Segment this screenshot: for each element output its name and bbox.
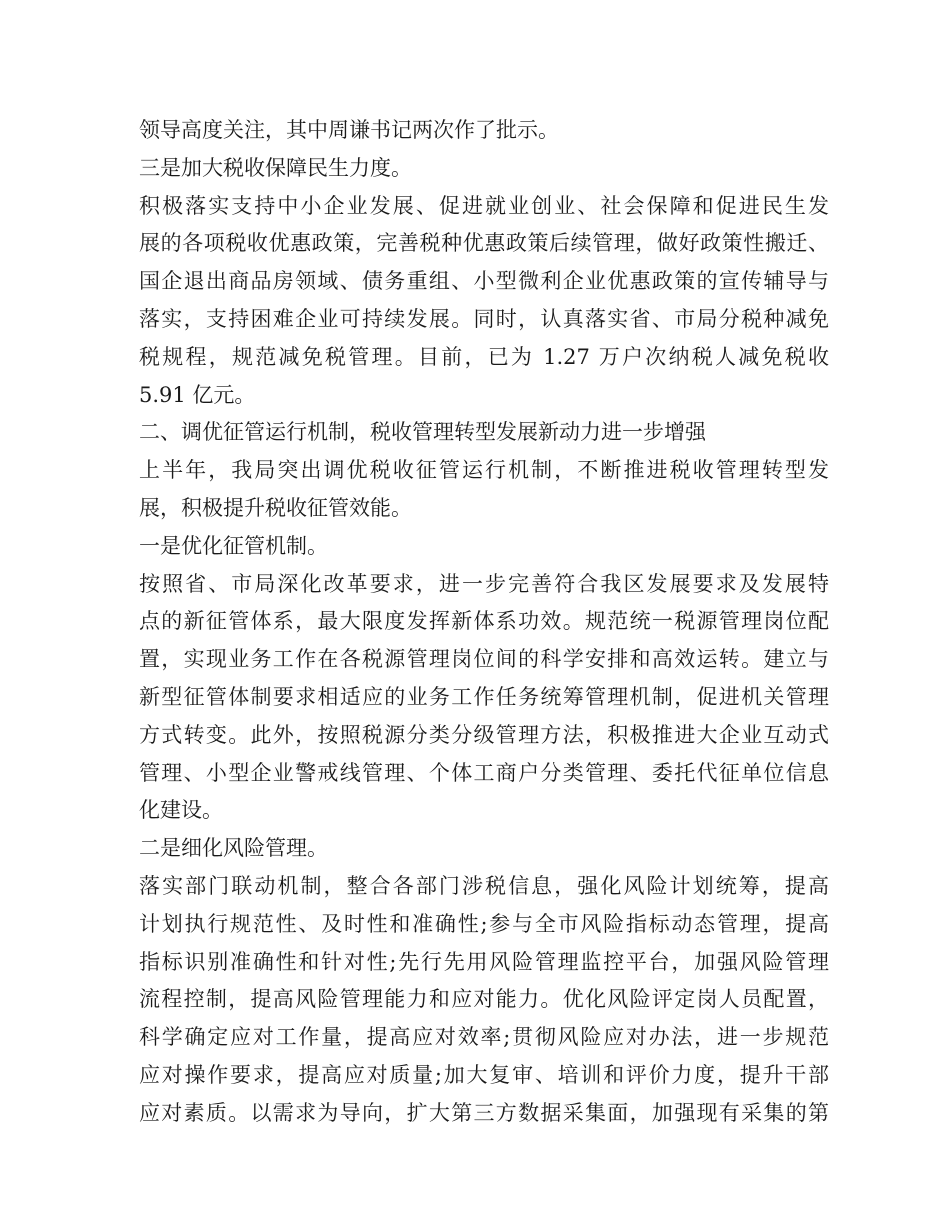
- text-line: 应对操作要求，提高应对质量;加大复审、培训和评价力度，提升干部: [139, 1062, 829, 1087]
- text-line: 计划执行规范性、及时性和准确性;参与全市风险指标动态管理，提高: [139, 911, 829, 936]
- section-heading: 二是细化风险管理。: [139, 836, 328, 861]
- text-line: 新型征管体制要求相适应的业务工作任务统筹管理机制，促进机关管理: [139, 684, 829, 709]
- text-line: 指标识别准确性和针对性;先行先用风险管理监控平台，加强风险管理: [139, 949, 829, 974]
- text-line: 流程控制，提高风险管理能力和应对能力。优化风险评定岗人员配置，: [139, 987, 829, 1012]
- section-heading: 二、调优征管运行机制，税收管理转型发展新动力进一步增强: [139, 420, 706, 445]
- text-line: 展，积极提升税收征管效能。: [139, 495, 412, 520]
- text-line: 国企退出商品房领域、债务重组、小型微利企业优惠政策的宣传辅导与: [139, 269, 829, 294]
- text-line: 方式转变。此外，按照税源分类分级管理方法，积极推进大企业互动式: [139, 722, 829, 747]
- text-line: 化建设。: [139, 798, 223, 823]
- text-line: 应对素质。以需求为导向，扩大第三方数据采集面，加强现有采集的第: [139, 1100, 829, 1125]
- section-heading: 一是优化征管机制。: [139, 533, 328, 558]
- text-line: 科学确定应对工作量，提高应对效率;贯彻风险应对办法，进一步规范: [139, 1025, 829, 1050]
- text-line: 置，实现业务工作在各税源管理岗位间的科学安排和高效运转。建立与: [139, 647, 829, 672]
- text-line: 领导高度关注，其中周谦书记两次作了批示。: [139, 118, 559, 142]
- document-body: [139, 112, 829, 1133]
- text-line: 管理、小型企业警戒线管理、个体工商户分类管理、委托代征单位信息: [139, 760, 829, 785]
- section-heading: 三是加大税收保障民生力度。: [139, 155, 412, 180]
- text-line: 积极落实支持中小企业发展、促进就业创业、社会保障和促进民生发: [139, 193, 829, 218]
- text-line: 税规程，规范减免税管理。目前，已为 1.27 万户次纳税人减免税收: [139, 344, 829, 369]
- text-line: 上半年，我局突出调优税收征管运行机制，不断推进税收管理转型发: [139, 458, 829, 483]
- text-line: 展的各项税收优惠政策，完善税种优惠政策后续管理，做好政策性搬迁、: [139, 231, 829, 256]
- text-line: 落实，支持困难企业可持续发展。同时，认真落实省、市局分税种减免: [139, 306, 829, 331]
- text-line: 5.91 亿元。: [139, 382, 256, 407]
- text-line: 点的新征管体系，最大限度发挥新体系功效。规范统一税源管理岗位配: [139, 609, 829, 634]
- text-line: 按照省、市局深化改革要求，进一步完善符合我区发展要求及发展特: [139, 571, 829, 596]
- text-line: 落实部门联动机制，整合各部门涉税信息，强化风险计划统筹，提高: [139, 873, 829, 898]
